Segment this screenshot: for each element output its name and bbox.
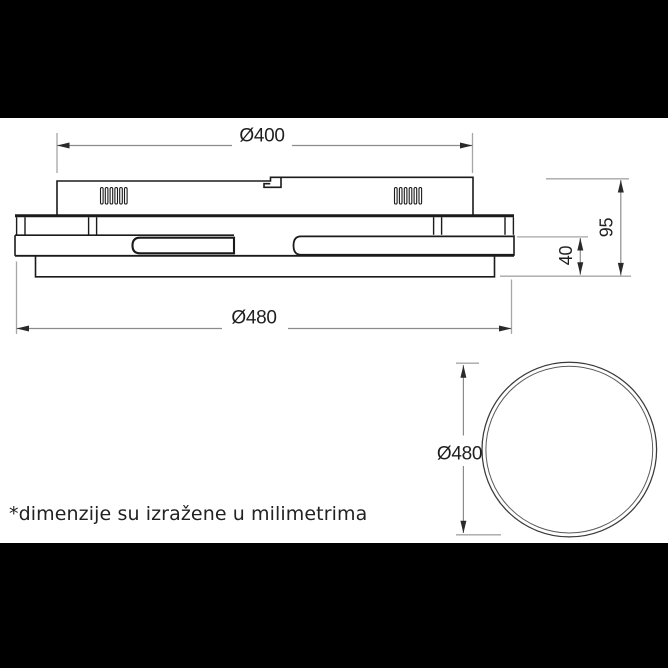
dimension-480-side <box>17 262 512 335</box>
ring-window-left <box>133 238 235 254</box>
dimension-480-top-view <box>437 363 501 535</box>
top-view <box>482 362 657 537</box>
dim-label-diffuser-height: 40 <box>556 245 576 266</box>
mounting-clips <box>17 217 514 235</box>
mounting-hook <box>264 177 281 187</box>
dim-label-top-diameter: Ø400 <box>239 125 285 147</box>
vent-slots-left <box>101 188 128 205</box>
side-view <box>15 177 514 276</box>
ring-window-right <box>294 236 514 254</box>
lamp-outline-inner <box>486 366 653 533</box>
main-ring <box>15 235 514 256</box>
lamp-outline-outer <box>482 362 657 537</box>
dimension-400 <box>57 126 473 174</box>
units-note: *dimenzije su izražene u milimetrima <box>9 503 368 525</box>
dimension-40 <box>517 237 588 275</box>
dim-label-overall-diameter: Ø480 <box>231 307 277 329</box>
bottom-ring <box>36 256 495 277</box>
dim-label-top-view-diameter: Ø480 <box>436 443 483 465</box>
vent-slots-right <box>395 188 422 205</box>
dim-label-total-height: 95 <box>596 217 617 238</box>
